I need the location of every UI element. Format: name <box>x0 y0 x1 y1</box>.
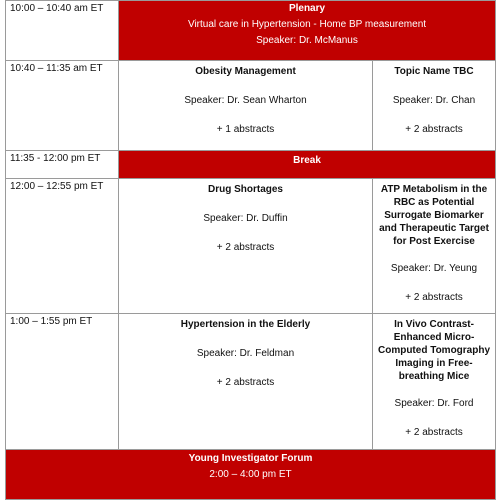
session-speaker: Speaker: Dr. Yeung <box>390 263 478 274</box>
session-cell <box>119 61 373 151</box>
break-cell <box>119 151 496 179</box>
schedule-row-plenary <box>6 1 496 61</box>
schedule-row-session <box>6 179 496 314</box>
time-cell <box>6 61 119 151</box>
session-title-line: Surrogate Biomarker <box>384 210 484 221</box>
forum-title: Young Investigator Forum <box>188 453 313 464</box>
session-abstracts: + 2 abstracts <box>405 292 463 303</box>
time-cell <box>6 314 119 450</box>
time-text: 11:35 - 12:00 pm ET <box>10 153 101 164</box>
break-label: Break <box>293 155 321 166</box>
session-speaker: Speaker: Dr. Chan <box>392 95 476 106</box>
session-cell <box>373 61 496 151</box>
session-title <box>373 183 495 248</box>
time-text: 10:40 – 11:35 am ET <box>10 63 103 74</box>
session-cell <box>373 179 496 314</box>
session-cell <box>119 314 373 450</box>
time-cell <box>6 179 119 314</box>
schedule-row-break <box>6 151 496 179</box>
session-title-line: In Vivo Contrast- <box>394 319 474 330</box>
session-title-line: Enhanced Micro- <box>393 332 475 343</box>
forum-cell <box>6 450 496 500</box>
plenary-speaker: Speaker: Dr. McManus <box>256 35 358 46</box>
schedule-row-forum <box>6 450 496 500</box>
session-speaker: Speaker: Dr. Feldman <box>196 348 295 359</box>
session-speaker: Speaker: Dr. Ford <box>394 398 474 409</box>
session-cell <box>119 179 373 314</box>
session-title: Topic Name TBC <box>394 66 474 77</box>
schedule-row-session <box>6 61 496 151</box>
time-text: 12:00 – 12:55 pm ET <box>10 181 104 192</box>
session-title-line: ATP Metabolism in the <box>380 184 488 195</box>
time-cell <box>6 1 119 61</box>
session-title: Drug Shortages <box>207 184 283 195</box>
plenary-title: Plenary <box>288 3 326 14</box>
session-title-line: and Therapeutic Target <box>379 223 489 234</box>
session-abstracts: + 1 abstracts <box>216 124 275 135</box>
schedule-table <box>5 0 496 500</box>
session-title: Obesity Management <box>195 66 296 77</box>
session-abstracts: + 2 abstracts <box>216 242 275 253</box>
session-title <box>373 318 495 383</box>
forum-time: 2:00 – 4:00 pm ET <box>209 469 292 480</box>
schedule-row-session <box>6 314 496 450</box>
session-cell <box>373 314 496 450</box>
time-text: 10:00 – 10:40 am ET <box>10 3 104 14</box>
plenary-cell <box>119 1 496 61</box>
session-speaker: Speaker: Dr. Duffin <box>203 213 288 224</box>
session-title-line: for Post Exercise <box>393 236 475 247</box>
time-text: 1:00 – 1:55 pm ET <box>10 316 93 327</box>
session-title-line: RBC as Potential <box>393 197 475 208</box>
time-cell <box>6 151 119 179</box>
session-title-line: Imaging in Free- <box>395 358 473 369</box>
plenary-subtitle: Virtual care in Hypertension - Home BP measurement <box>187 19 427 30</box>
session-title: Hypertension in the Elderly <box>180 319 311 330</box>
session-abstracts: + 2 abstracts <box>216 377 275 388</box>
session-abstracts: + 2 abstracts <box>405 124 463 135</box>
session-abstracts: + 2 abstracts <box>405 427 463 438</box>
session-speaker: Speaker: Dr. Sean Wharton <box>184 95 307 106</box>
session-title-line: breathing Mice <box>398 371 470 382</box>
session-title-line: Computed Tomography <box>377 345 491 356</box>
